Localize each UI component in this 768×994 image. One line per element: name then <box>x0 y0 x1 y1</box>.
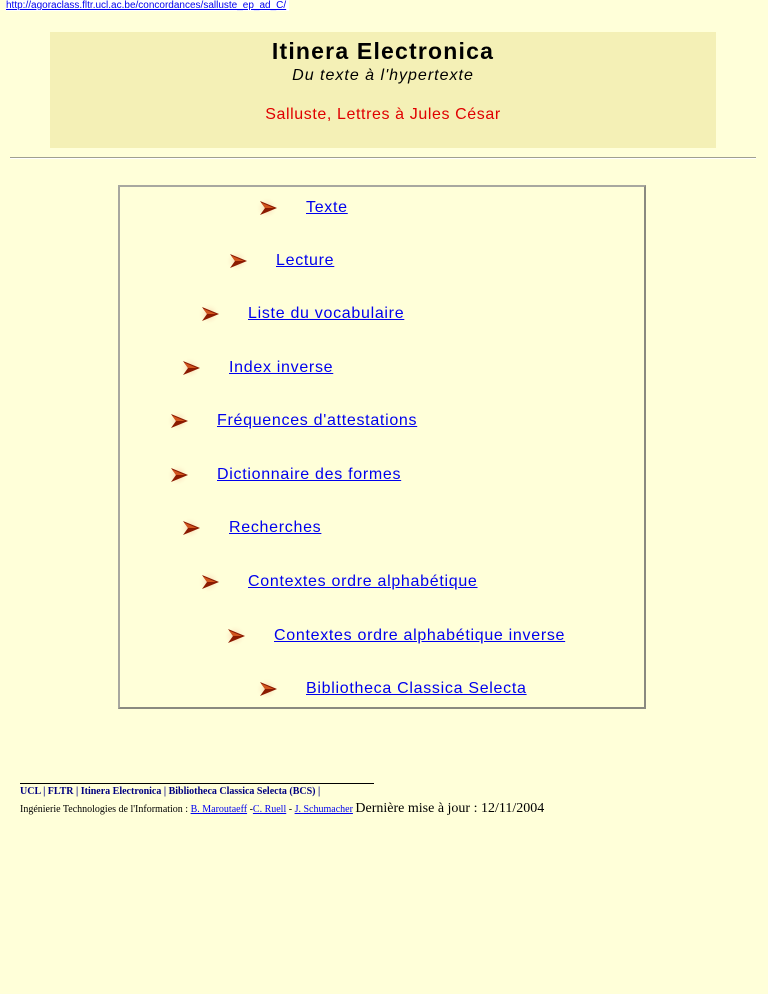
arrow-icon <box>167 409 191 433</box>
arrow-icon <box>198 570 222 594</box>
menu-link-recherches[interactable]: Recherches <box>229 519 322 536</box>
arrow-icon <box>198 302 222 326</box>
arrow-icon <box>224 624 248 648</box>
arrow-icon <box>179 516 203 540</box>
footer-link-bcs[interactable]: Bibliotheca Classica Selecta (BCS) <box>168 786 316 797</box>
footer-link-ucl[interactable]: UCL <box>20 786 41 797</box>
menu-item-contextes[interactable] <box>198 568 478 596</box>
menu-link-lecture[interactable]: Lecture <box>276 252 335 269</box>
work-title: Salluste, Lettres à Jules César <box>265 106 501 123</box>
footer-divider <box>20 783 374 784</box>
menu-item-recherches[interactable] <box>179 514 321 542</box>
menu-item-contextes-inverse[interactable] <box>224 622 565 650</box>
arrow-icon <box>256 677 280 701</box>
arrow-icon <box>167 463 191 487</box>
header-box <box>50 32 716 148</box>
horizontal-divider <box>10 157 756 159</box>
menu-item-frequences[interactable] <box>167 407 417 435</box>
footer-link-fltr[interactable]: FLTR <box>47 786 74 797</box>
menu-link-vocabulaire[interactable]: Liste du vocabulaire <box>248 305 405 322</box>
credit-prefix: Ingénierie Technologies de l'Information : <box>20 804 191 815</box>
menu-link-texte[interactable]: Texte <box>306 199 348 216</box>
menu-link-index-inverse[interactable]: Index inverse <box>229 359 334 376</box>
site-title: Itinera Electronica <box>271 38 495 64</box>
menu-item-lecture[interactable] <box>226 247 334 275</box>
menu-item-index-inverse[interactable] <box>179 354 333 382</box>
footer-link-itinera[interactable]: Itinera Electronica <box>80 786 162 797</box>
menu-link-bcs[interactable]: Bibliotheca Classica Selecta <box>306 680 527 697</box>
menu-item-texte[interactable] <box>256 194 348 222</box>
author-link-maroutaeff[interactable]: B. Maroutaeff <box>190 804 248 815</box>
menu-link-dictionnaire[interactable]: Dictionnaire des formes <box>217 466 402 483</box>
footer-nav <box>20 786 320 797</box>
footer-separator: | <box>315 786 321 797</box>
arrow-icon <box>226 249 250 273</box>
footer-separator: | <box>161 786 169 797</box>
page-url-link[interactable]: http://agoraclass.fltr.ucl.ac.be/concordances/salluste_ep_ad_C/ <box>6 0 289 11</box>
menu-link-frequences[interactable]: Fréquences d'attestations <box>217 412 418 429</box>
last-update: Dernière mise à jour : 12/11/2004 <box>355 801 545 816</box>
footer-separator: | <box>73 786 81 797</box>
arrow-icon <box>256 196 280 220</box>
site-subtitle: Du texte à l'hypertexte <box>292 67 474 84</box>
menu-link-contextes-inverse[interactable]: Contextes ordre alphabétique inverse <box>274 627 566 644</box>
arrow-icon <box>179 356 203 380</box>
author-link-schumacher[interactable]: J. Schumacher <box>294 804 353 815</box>
menu-link-contextes[interactable]: Contextes ordre alphabétique <box>248 573 478 590</box>
footer-credits: Ingénierie Technologies de l'Information : B. Maroutaeff -C. Ruell - J. Schumacher Dernière mise à jour : 12/11/2004 <box>20 801 545 816</box>
menu-item-dictionnaire[interactable] <box>167 461 401 489</box>
author-link-ruell[interactable]: C. Ruell <box>252 804 287 815</box>
menu-item-vocabulaire[interactable] <box>198 300 404 328</box>
menu-box <box>118 185 646 709</box>
menu-item-bcs[interactable] <box>256 675 527 703</box>
footer-separator: | <box>40 786 48 797</box>
